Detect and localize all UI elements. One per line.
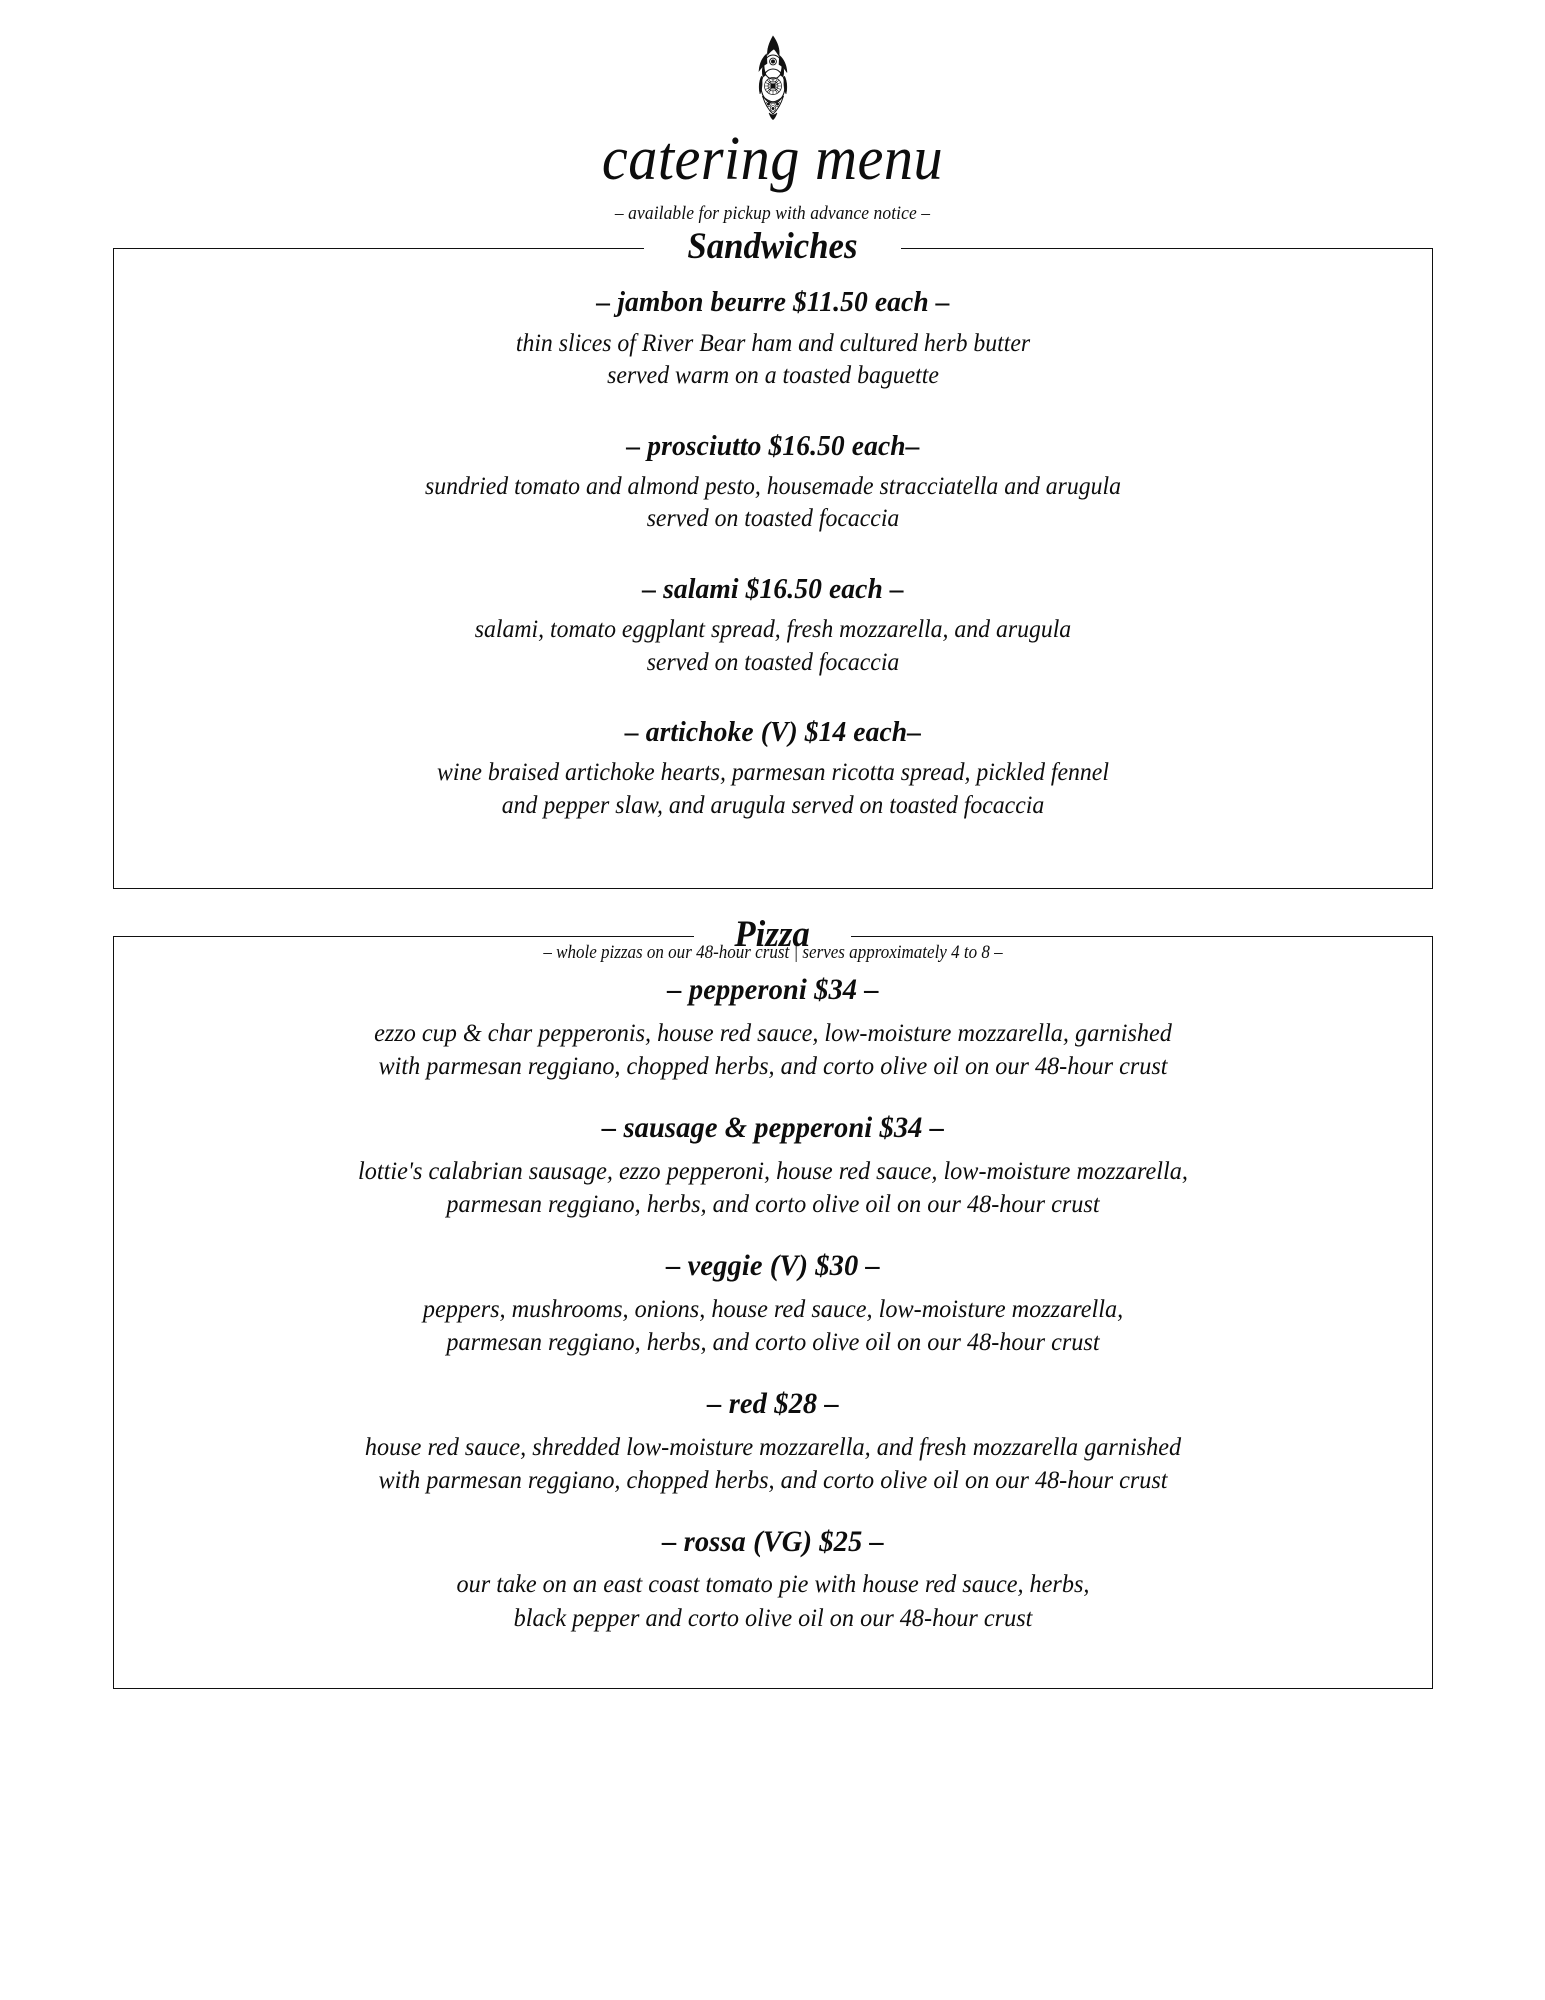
item-description-line: and pepper slaw, and arugula served on toasted focaccia <box>501 791 1044 819</box>
item-description-line: served on toasted focaccia <box>646 505 899 533</box>
item-description-line: wine braised artichoke hearts, parmesan ricotta spread, pickled fennel <box>436 759 1109 787</box>
sandwiches-section <box>113 249 1433 889</box>
item-name: – red $28 – <box>706 1386 839 1420</box>
page-subtitle: – available for pickup with advance notice – <box>614 203 931 225</box>
sandwiches-items <box>114 249 1432 888</box>
item-description-line: peppers, mushrooms, onions, house red sauce, low-moisture mozzarella, <box>422 1293 1123 1323</box>
item-name: – sausage & pepperoni $34 – <box>601 1111 944 1145</box>
section-heading-sandwiches: Sandwiches <box>687 225 858 267</box>
menu-item[interactable] <box>140 1384 1406 1496</box>
item-description-line: black pepper and corto olive oil on our 48-hour crust <box>513 1602 1032 1632</box>
item-description-line: served on toasted focaccia <box>646 648 899 676</box>
masthead <box>0 0 1545 225</box>
item-description-line: sundried tomato and almond pesto, housemade stracciatella and arugula <box>424 472 1121 500</box>
item-description-line: with parmesan reggiano, chopped herbs, and corto olive oil on our 48-hour crust <box>377 1464 1168 1494</box>
item-description-line: parmesan reggiano, herbs, and corto olive oil on our 48-hour crust <box>445 1188 1100 1218</box>
item-description-line: lottie's calabrian sausage, ezzo pepperoni, house red sauce, low-moisture mozzarella, <box>357 1155 1188 1185</box>
sardine-illustration-icon <box>746 34 800 120</box>
item-description-line: house red sauce, shredded low-moisture mozzarella, and fresh mozzarella garnished <box>364 1431 1181 1461</box>
item-name: – pepperoni $34 – <box>666 973 879 1007</box>
menu-item[interactable] <box>140 1246 1406 1358</box>
item-name: – rossa (VG) $25 – <box>661 1524 884 1558</box>
pizza-section-note: – whole pizzas on our 48-hour crust | serves approximately 4 to 8 – <box>542 943 1003 964</box>
item-description-line: ezzo cup & char pepperonis, house red sauce, low-moisture mozzarella, garnished <box>373 1017 1172 1047</box>
menu-item[interactable] <box>140 570 1406 679</box>
item-name: – veggie (V) $30 – <box>665 1249 880 1283</box>
section-heading-pizza: Pizza <box>734 913 811 955</box>
item-description-line: parmesan reggiano, herbs, and corto olive oil on our 48-hour crust <box>445 1326 1100 1356</box>
pizza-items <box>114 937 1432 1687</box>
item-description-line: served warm on a toasted baguette <box>606 362 939 389</box>
menu-item[interactable] <box>140 1522 1406 1634</box>
menu-item[interactable] <box>140 713 1406 822</box>
sandwiches-block <box>0 225 1545 889</box>
pizza-section <box>113 937 1433 1688</box>
item-description-line: our take on an east coast tomato pie with house red sauce, herbs, <box>456 1569 1089 1599</box>
menu-item[interactable] <box>140 970 1406 1082</box>
item-name: – jambon beurre $11.50 each – <box>595 286 950 319</box>
item-description-line: with parmesan reggiano, chopped herbs, and corto olive oil on our 48-hour crust <box>377 1051 1168 1081</box>
menu-item[interactable] <box>140 427 1406 536</box>
item-name: – salami $16.50 each – <box>641 572 904 605</box>
pizza-block <box>0 913 1545 1688</box>
item-description-line: thin slices of River Bear ham and cultured herb butter <box>515 329 1030 357</box>
menu-item[interactable] <box>140 283 1406 392</box>
page-title: catering menu <box>601 125 944 193</box>
item-name: – prosciutto $16.50 each– <box>625 429 920 462</box>
item-name: – artichoke (V) $14 each– <box>624 716 921 749</box>
item-description-line: salami, tomato eggplant spread, fresh mozzarella, and arugula <box>474 616 1071 644</box>
menu-item[interactable] <box>140 1108 1406 1220</box>
